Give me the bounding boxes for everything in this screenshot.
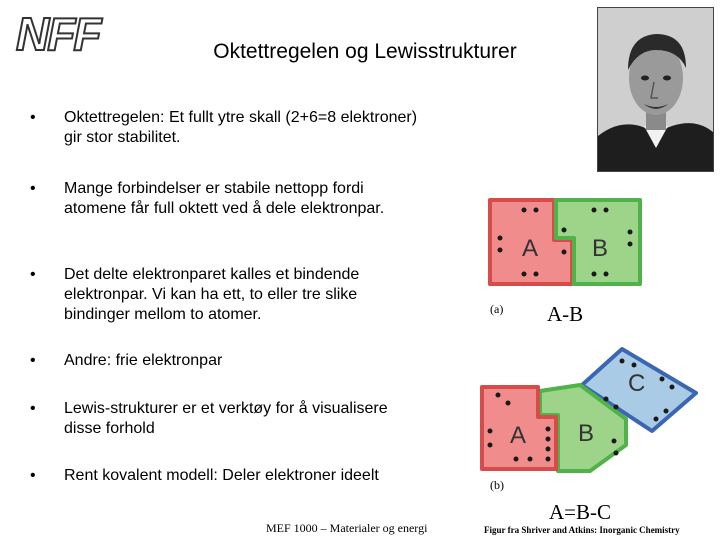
- portrait-photo: [597, 7, 714, 172]
- bullet-marker: •: [30, 180, 36, 197]
- footer-figure-credit: Figur fra Shriver and Atkins: Inorganic Chemistry: [484, 525, 680, 535]
- bullet-marker: •: [30, 400, 36, 417]
- diagram-b-tag: (b): [490, 478, 504, 492]
- atom-label-a: A: [522, 235, 539, 262]
- diagram-a-tag: (a): [490, 302, 504, 316]
- bullet-marker: •: [30, 109, 36, 126]
- bullet-text: Rent kovalent modell: Deler elektroner ideelt: [64, 467, 379, 484]
- slide-title: Oktettregelen og Lewisstrukturer: [213, 40, 517, 63]
- atom-label-c: C: [628, 370, 646, 397]
- lewis-diagram-a: [484, 192, 644, 292]
- bullet-marker: •: [30, 266, 36, 283]
- atom-label-b: B: [578, 420, 595, 447]
- portrait-image: [598, 8, 713, 171]
- lewis-diagram-b: [476, 335, 706, 485]
- bullet-text: Oktettregelen: Et fullt ytre skall (2+6=8 elektroner) gir stor stabilitet.: [64, 109, 418, 146]
- bullet-text: Andre: frie elektronpar: [64, 352, 223, 369]
- bullet-text: Lewis-strukturer er et verktøy for å visualisere disse forhold: [64, 400, 388, 437]
- diagram-b-formula: A=B-C: [549, 500, 612, 524]
- atom-label-a: A: [510, 422, 527, 449]
- bullet-marker: •: [30, 352, 36, 369]
- bullet-marker: •: [30, 467, 36, 484]
- bullet-text: Det delte elektronparet kalles et bindende elektronpar. Vi kan ha ett, to eller tre slike bindinger mellom to atomer.: [64, 266, 360, 323]
- nff-logo: [14, 8, 100, 60]
- footer-course: MEF 1000 – Materialer og energi: [266, 521, 428, 535]
- atom-label-b: B: [592, 235, 609, 262]
- diagram-a-formula: A-B: [547, 302, 584, 326]
- nff-logo-text: NFF: [16, 8, 100, 60]
- bullet-text: Mange forbindelser er stabile nettopp fordi atomene får full oktett ved å dele elektronpar.: [64, 180, 385, 217]
